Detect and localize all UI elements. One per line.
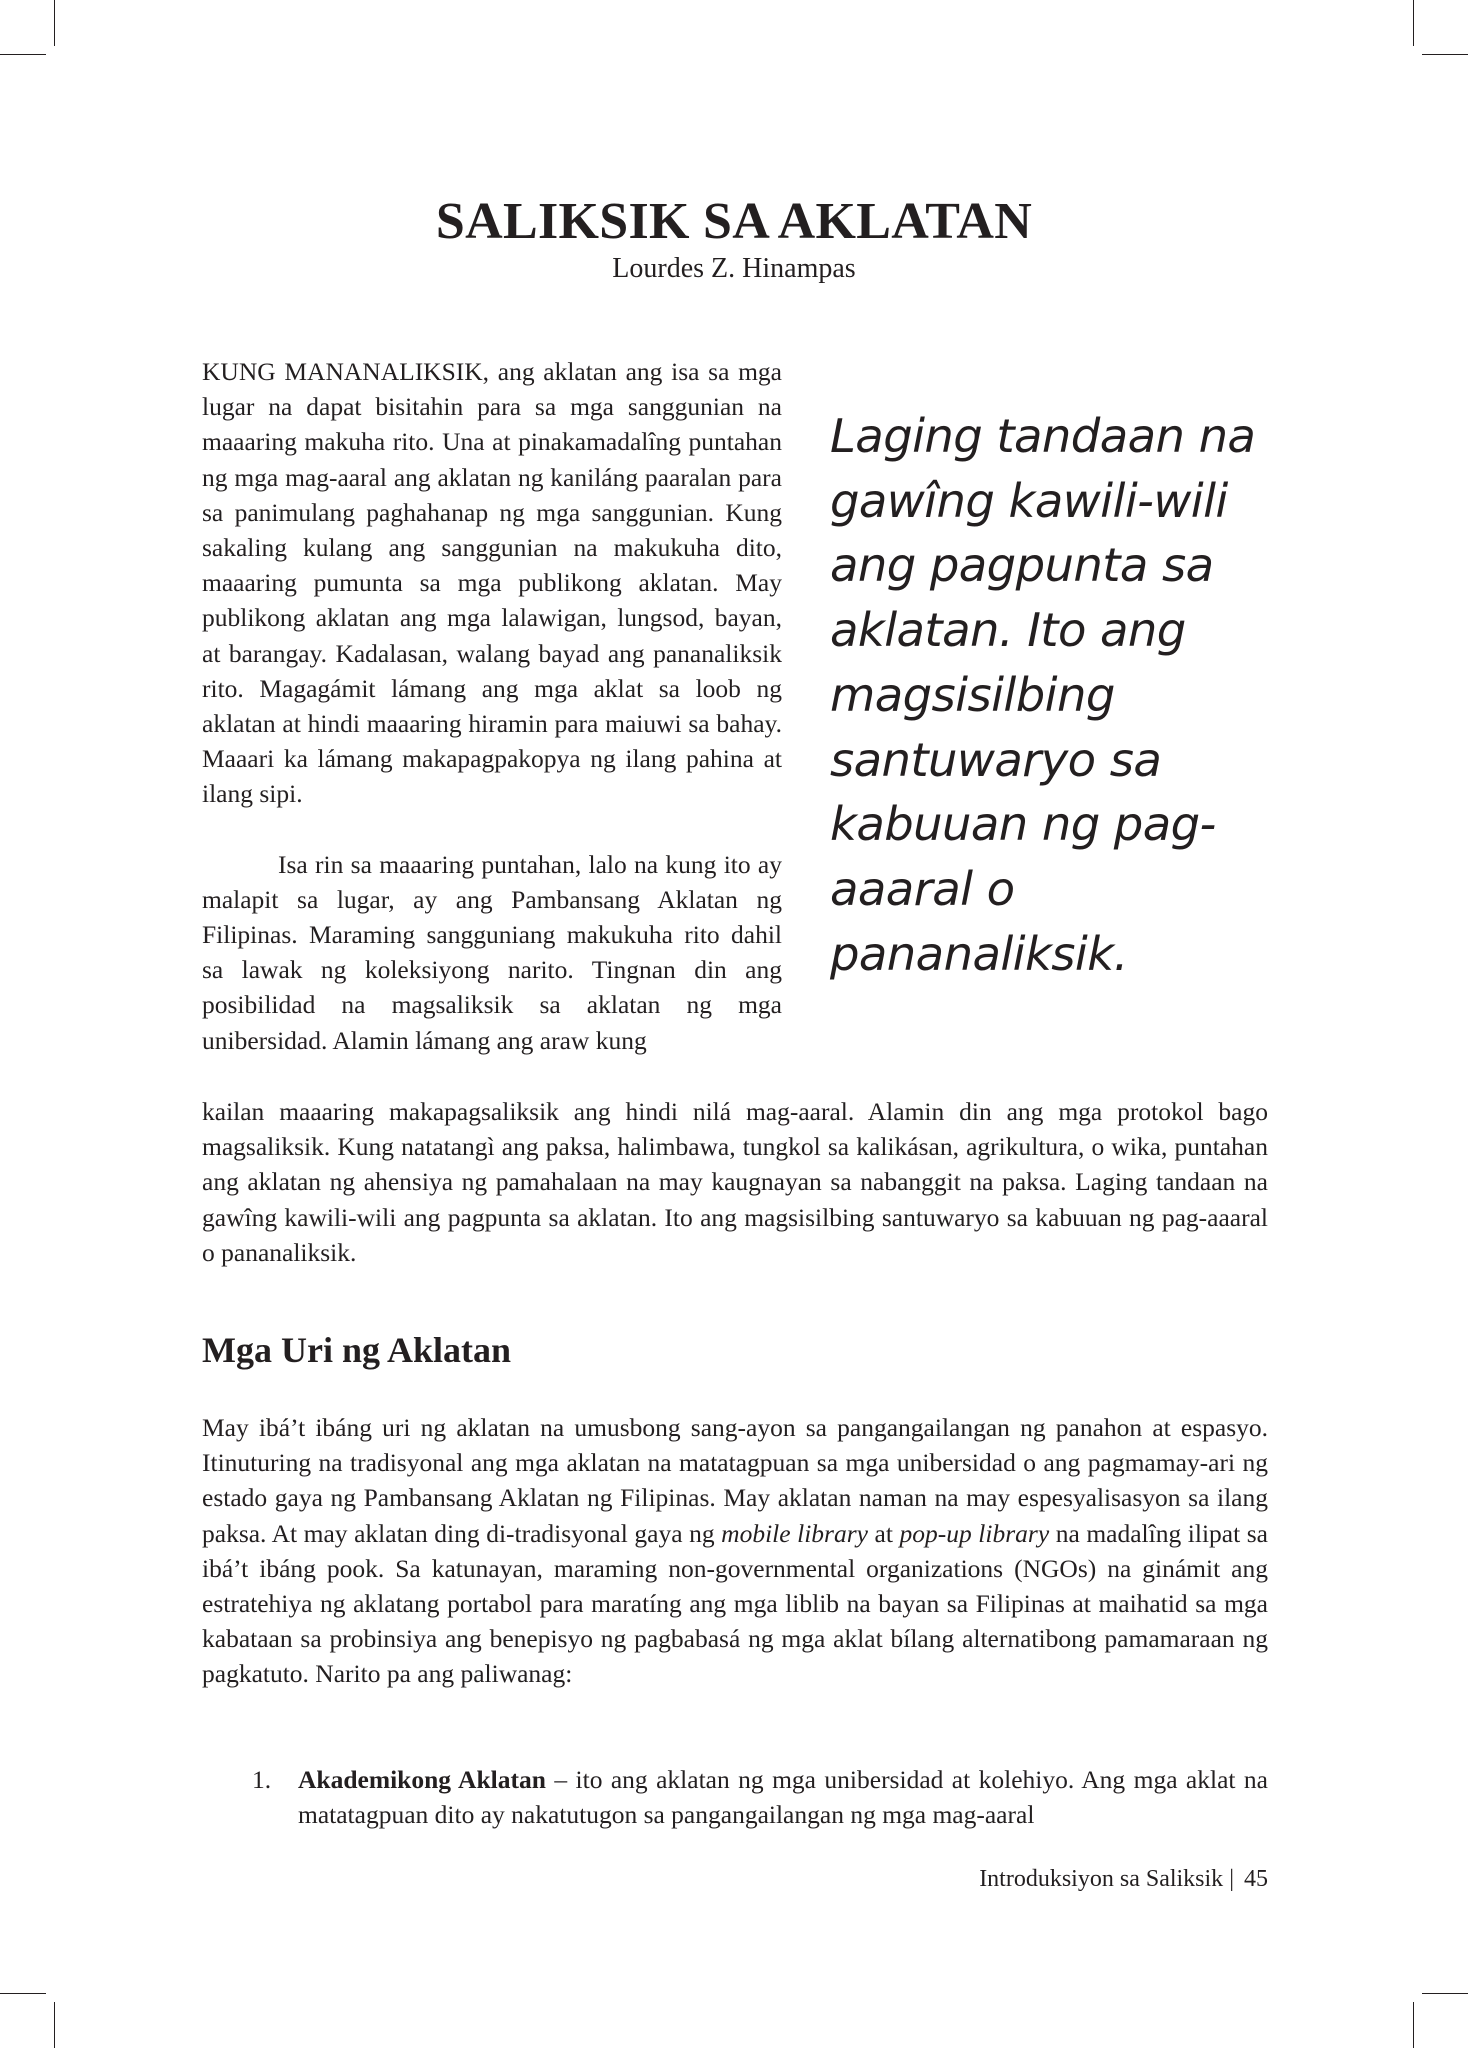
crop-mark: [1413, 2002, 1414, 2048]
section-paragraph-text: May ibá’t ibáng uri ng aklatan na umusbong sang-ayon sa pangangailangan ng panahon at espasyo. Itinuturing na tradisyonal ang mga aklatan na matatagpuan sa mga unibersidad o ang pagmamay-ari ng estado gaya ng Pambansang Aklatan ng Filipinas. May aklatan naman na may espesyalisasyon sa ilang paksa. At may aklatan ding di-tradisyonal gaya ng: [202, 1413, 1268, 1548]
list-item: [252, 1762, 1268, 1832]
left-column-text: [202, 354, 782, 1058]
section-heading: Mga Uri ng Aklatan: [202, 1330, 512, 1370]
page-footer: [979, 1864, 1268, 1894]
intro-paragraph: KUNG MANANALIKSIK, ang aklatan ang isa sa mga lugar na dapat bisitahin para sa mga sanggunian na maaaring makuha rito. Una at pinakamadalîng puntahan ng mga mag-aaral ang aklatan ng kaniláng paaralan para sa panimulang paghahanap ng mga sanggunian. Kung sakaling kulang ang sanggunian na makukuha dito, maaaring pumunta sa mga publikong aklatan. May publikong aklatan ang mga lalawigan, lungsod, bayan, at barangay. Kadalasan, walang bayad ang pananaliksik rito. Magagámit lámang ang mga aklat sa loob ng aklatan at hindi maaaring hiramin para maiuwi sa bahay. Maaari ka lámang makapagpakopya ng ilang pahina at ilang sipi.: [202, 357, 782, 809]
crop-mark: [1413, 0, 1414, 46]
second-paragraph-start: [202, 847, 782, 1058]
list-item-text: – ito ang aklatan ng mga unibersidad at kolehiyo. Ang mga aklat na matatagpuan dito ay nakatutugon sa pangangailangan ng mga mag-aaral: [298, 1765, 1268, 1830]
pull-quote: Laging tandaan na gawîng kawili-wili ang pagpunta sa aklatan. Ito ang magsisilbing santuwaryo sa kabuuan ng pag-aaaral o pananaliksik.: [830, 409, 1256, 981]
section-paragraph-text: at: [867, 1518, 900, 1548]
crop-mark: [0, 54, 46, 55]
page-title: SALIKSIK SA AKLATAN: [435, 193, 1033, 250]
page-number: 45: [1244, 1866, 1268, 1892]
list-item-number: 1.: [252, 1765, 272, 1794]
crop-mark: [1422, 1993, 1468, 1994]
crop-mark: [54, 0, 55, 46]
second-paragraph-column-text: Isa rin sa maaaring puntahan, lalo na kung ito ay malapit sa lugar, ay ang Pambansang Aklatan ng Filipinas. Maraming sangguniang makukuha rito dahil sa lawak ng koleksiyong narito. Tingnan din ang posibilidad na magsaliksik sa aklatan ng mga unibersidad. Alamin lámang ang araw kung: [202, 849, 782, 1055]
section-paragraph: [202, 1410, 1268, 1692]
footer-separator: |: [1229, 1866, 1234, 1892]
italic-term: mobile library: [721, 1518, 868, 1548]
author-name: Lourdes Z. Hinampas: [612, 253, 856, 284]
list-item-term: Akademikong Aklatan: [298, 1765, 546, 1794]
crop-mark: [0, 1993, 46, 1994]
italic-term: pop-up library: [899, 1518, 1050, 1548]
crop-mark: [1422, 54, 1468, 55]
section-paragraph-text: na madalîng ilipat sa ibá’t ibáng pook. Sa katunayan, maraming non-governmental organizations (NGOs) na ginámit ang estratehiya ng aklatang portabol para maratíng ang mga liblib na bayan sa Filipinas at maihatid sa mga kabataan sa probinsiya ang benepisyo ng pagbabasá ng mga aklat bílang alternatibong pamamaraan ng pagkatuto. Narito pa ang paliwanag:: [202, 1518, 1268, 1689]
footer-book-title: Introduksiyon sa Saliksik: [979, 1866, 1224, 1892]
second-paragraph-continued: kailan maaaring makapagsaliksik ang hindi nilá mag-aaral. Alamin din ang mga protokol bago magsaliksik. Kung natatangì ang paksa, halimbawa, tungkol sa kalikásan, agrikultura, o wika, puntahan ang aklatan ng ahensiya ng pamahalaan na may kaugnayan sa nabanggit na paksa. Laging tandaan na gawîng kawili-wili ang pagpunta sa aklatan. Ito ang magsisilbing santuwaryo sa kabuuan ng pag-aaaral o pananaliksik.: [202, 1097, 1268, 1267]
list-item-body: [298, 1762, 1268, 1832]
crop-mark: [54, 2002, 55, 2048]
